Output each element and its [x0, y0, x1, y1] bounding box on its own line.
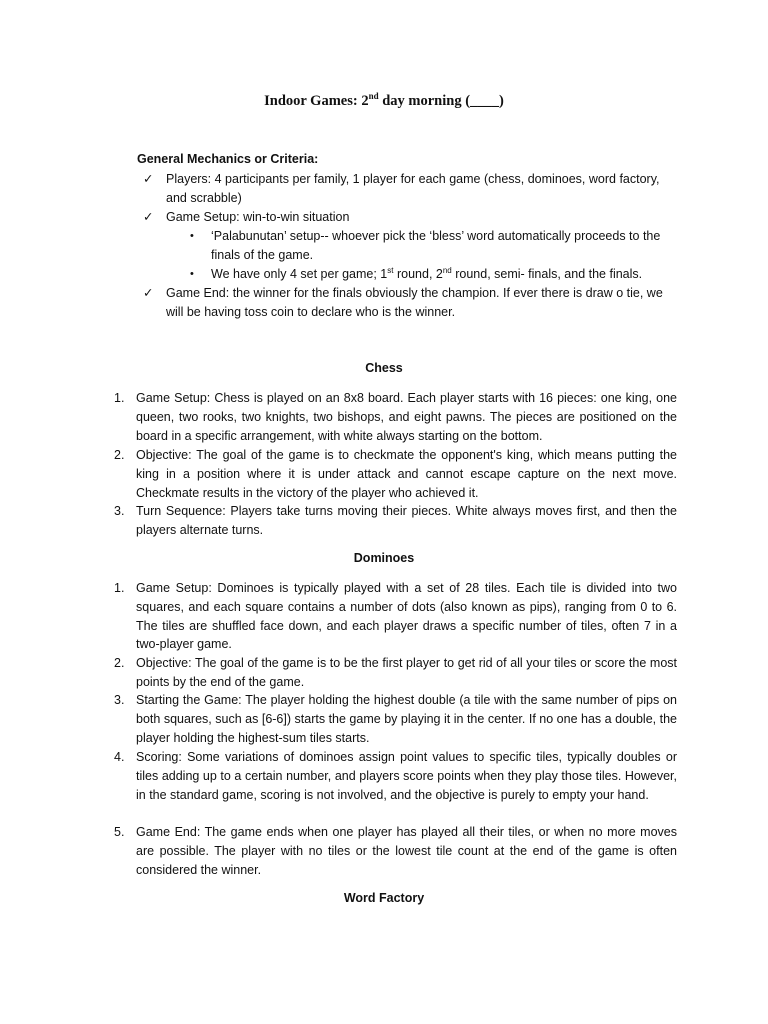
list-number: 4.: [114, 750, 125, 764]
chess-item: Turn Sequence: Players take turns moving their pieces. White always moves first, and then the players alternate turns.: [136, 504, 677, 537]
list-number: 2.: [114, 448, 125, 462]
check-icon: ✓: [143, 172, 154, 186]
list-number: 1.: [114, 581, 125, 595]
chess-item: Objective: The goal of the game is to checkmate the opponent's king, which means putting the king in a position where it is under attack and cannot escape capture on the next move. Checkmate results in the victory of the player who achieved it.: [136, 448, 677, 500]
dominoes-item: Game End: The game ends when one player has played all their tiles, or when no more moves are possible. The player with no tiles or the lowest tile count at the end of the game is often considered the winner.: [136, 825, 677, 877]
list-number: 2.: [114, 656, 125, 670]
list-number: 3.: [114, 693, 125, 707]
list-number: 1.: [114, 391, 125, 405]
page-title: [0, 93, 768, 110]
mechanics-players: Players: 4 participants per family, 1 player for each game (chess, dominoes, word factory, and scrabble): [166, 172, 660, 205]
list-number: 5.: [114, 825, 125, 839]
mechanics-end: Game End: the winner for the finals obviously the champion. If ever there is draw o tie, we will be having toss coin to declare who is the winner.: [166, 286, 663, 319]
check-icon: ✓: [143, 286, 154, 300]
dominoes-item: Game Setup: Dominoes is typically played with a set of 28 tiles. Each tile is divided into two squares, and each square contains a number of dots (also known as pips), ranging from 0 to 6. The tiles are shuffled face down, and each player draws a specific number of tiles, often 7 in a two-player game.: [136, 581, 677, 652]
mechanics-setup: Game Setup: win-to-win situation: [166, 210, 350, 224]
list-number: 3.: [114, 504, 125, 518]
dominoes-heading: Dominoes: [353, 551, 415, 565]
sub-bullet-2-text-c: round, semi- finals, and the finals.: [451, 267, 643, 281]
sub-bullet-2-text-a: We have only 4 set per game; 1: [211, 267, 388, 281]
title-rest: day morning (____): [378, 93, 504, 109]
superscript-st: st: [387, 266, 394, 275]
check-icon: ✓: [143, 210, 154, 224]
mechanics-heading: General Mechanics or Criteria:: [137, 152, 319, 166]
dominoes-item: Starting the Game: The player holding the highest double (a tile with the same number of pips on both squares, such as [6-6]) starts the game by playing it in the center. If no one has a double, the player holding the highest-sum tiles starts.: [136, 693, 677, 745]
title-main: Indoor Games: 2: [264, 93, 369, 109]
dominoes-item: Objective: The goal of the game is to be the first player to get rid of all your tiles or score the most points by the end of the game.: [136, 656, 677, 689]
mechanics-sub-bullet-2: [211, 265, 678, 284]
mechanics-sub-bullet-1: ‘Palabunutan’ setup-- whoever pick the ‘bless’ word automatically proceeds to the finals of the game.: [211, 229, 661, 262]
chess-item: Game Setup: Chess is played on an 8x8 board. Each player starts with 16 pieces: one king, one queen, two rooks, two knights, two bishops, and eight pawns. The pieces are positioned on the board in a specific arrangement, with white always starting on the bottom.: [136, 391, 677, 443]
sub-bullet-2-text-b: round, 2: [393, 267, 443, 281]
bullet-icon: •: [190, 230, 194, 242]
bullet-icon: •: [190, 268, 194, 280]
title-superscript: nd: [368, 91, 379, 101]
chess-heading: Chess: [365, 361, 403, 375]
word-factory-heading: Word Factory: [343, 891, 425, 905]
dominoes-item: Scoring: Some variations of dominoes assign point values to specific tiles, typically doubles or tiles adding up to a certain number, and players score points when they play those tiles. However, in the standard game, scoring is not involved, and the objective is purely to empty your hand.: [136, 750, 677, 802]
superscript-nd: nd: [442, 266, 452, 275]
